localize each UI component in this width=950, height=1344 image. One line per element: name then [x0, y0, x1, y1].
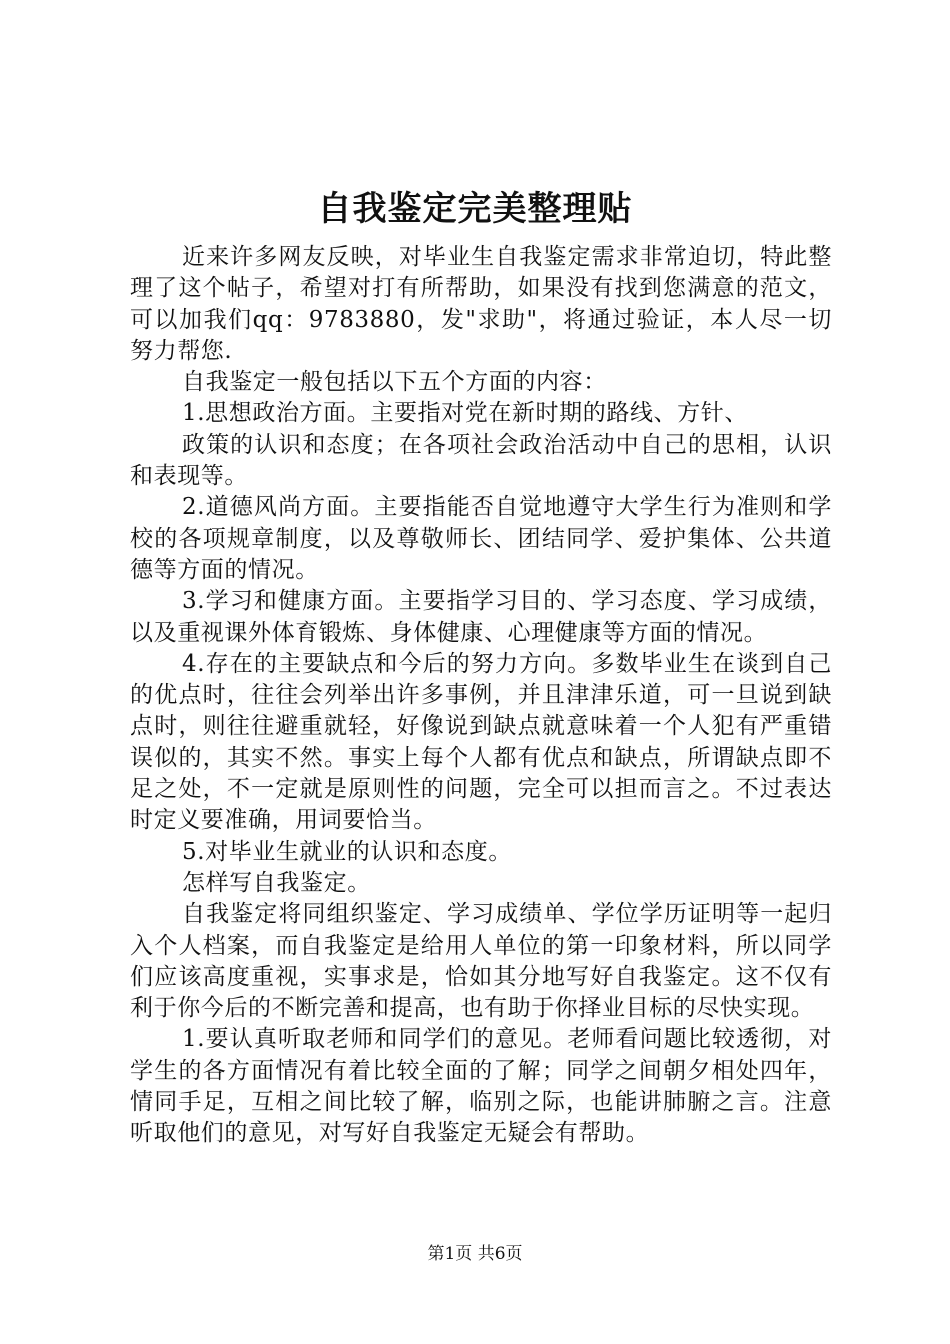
paragraph-intro: 近来许多网友反映，对毕业生自我鉴定需求非常迫切，特此整理了这个帖子，希望对打有所帮助，如果没有找到您满意的范文，可以加我们qq：9783880，发"求助"，将通过验证，本人尽一切努力帮您. [130, 244, 832, 364]
paragraph-item-4: 4.存在的主要缺点和今后的努力方向。多数毕业生在谈到自己的优点时，往往会列举出许多事例，并且津津乐道，可一旦说到缺点时，则往往避重就轻，好像说到缺点就意味着一个人犯有严重错误似的，其实不然。事实上每个人都有优点和缺点，所谓缺点即不足之处，不一定就是原则性的问题，完全可以担而言之。不过表达时定义要准确，用词要恰当。 [130, 650, 832, 834]
paragraph-item-3: 3.学习和健康方面。主要指学习目的、学习态度、学习成绩，以及重视课外体育锻炼、身体健康、心理健康等方面的情况。 [130, 588, 832, 646]
paragraph-archive: 自我鉴定将同组织鉴定、学习成绩单、学位学历证明等一起归入个人档案，而自我鉴定是给用人单位的第一印象材料，所以同学们应该高度重视，实事求是，恰如其分地写好自我鉴定。这不仅有利于你今后的不断完善和提高，也有助于你择业目标的尽快实现。 [130, 901, 832, 1022]
page-number: 第1页 共6页 [427, 1244, 523, 1264]
document-title: 自我鉴定完美整理贴 [317, 189, 633, 229]
paragraph-advice-1: 1.要认真听取老师和同学们的意见。老师看问题比较透彻，对学生的各方面情况有着比较全面的了解；同学之间朝夕相处四年，情同手足，互相之间比较了解，临别之际，也能讲肺腑之言。注意听取他们的意见，对写好自我鉴定无疑会有帮助。 [130, 1026, 832, 1147]
paragraph-item-2: 2.道德风尚方面。主要指能否自觉地遵守大学生行为准则和学校的各项规章制度，以及尊敬师长、团结同学、爱护集体、公共道德等方面的情况。 [130, 494, 832, 583]
paragraph-item-1-cont: 政策的认识和态度；在各项社会政治活动中自己的思相，认识和表现等。 [130, 431, 832, 490]
paragraph-how-to-write: 怎样写自我鉴定。 [182, 869, 371, 896]
paragraph-overview: 自我鉴定一般包括以下五个方面的内容： [182, 369, 607, 396]
paragraph-item-1: 1.思想政治方面。主要指对党在新时期的路线、方针、 [182, 400, 748, 427]
document-body [130, 242, 832, 1150]
paragraph-item-5: 5.对毕业生就业的认识和态度。 [182, 838, 512, 865]
